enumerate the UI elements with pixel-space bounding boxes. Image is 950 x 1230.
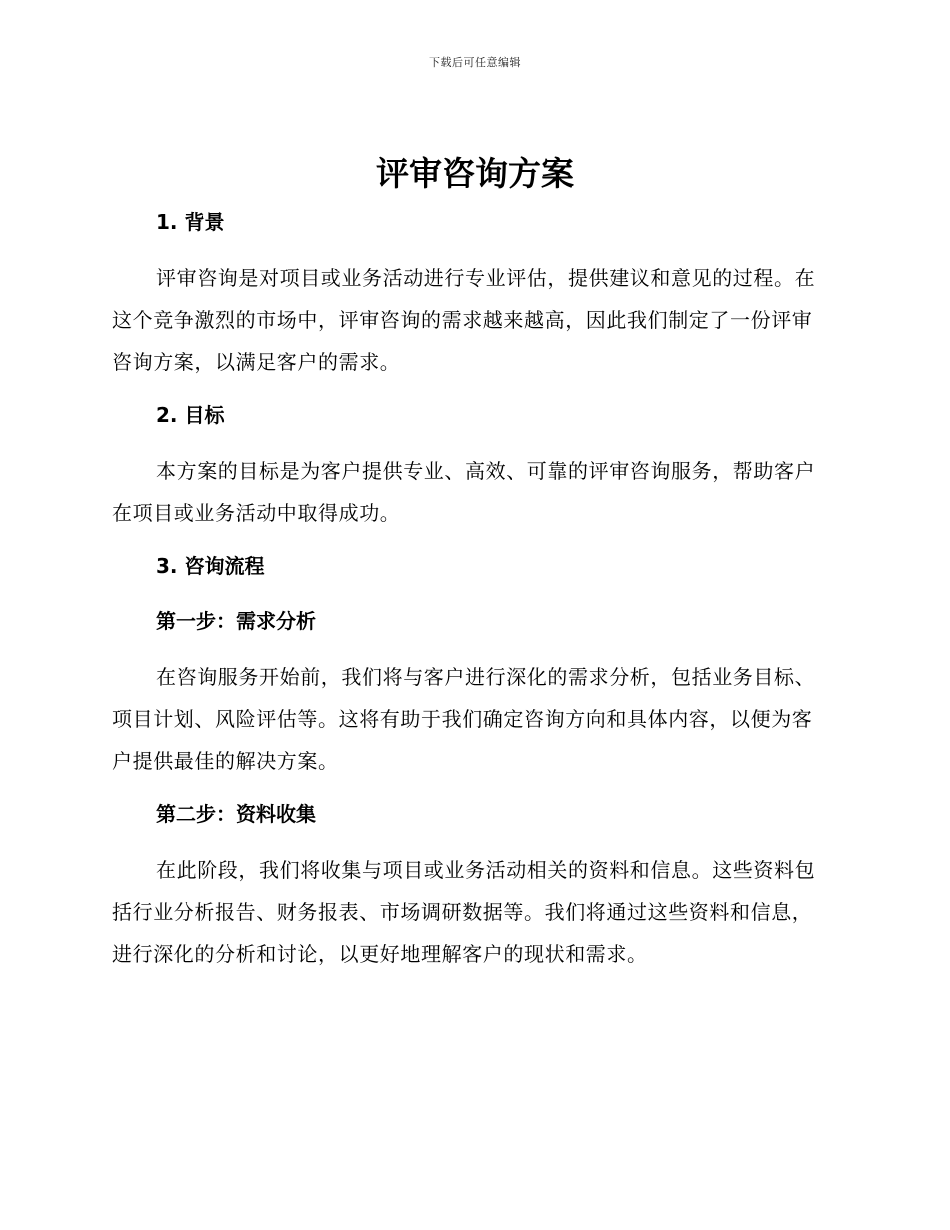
paragraph-goal: 本方案的目标是为客户提供专业、高效、可靠的评审咨询服务，帮助客户在项目或业务活动中取得成功。 bbox=[112, 459, 816, 525]
step-heading-requirements: 第一步：需求分析 bbox=[156, 609, 316, 633]
document-title: 评审咨询方案 bbox=[376, 154, 574, 193]
paragraph-step1: 在咨询服务开始前，我们将与客户进行深化的需求分析，包括业务目标、项目计划、风险评估等。这将有助于我们确定咨询方向和具体内容，以便为客户提供最佳的解决方案。 bbox=[112, 665, 816, 773]
section-heading-background: 1. 背景 bbox=[156, 210, 225, 234]
document-body bbox=[112, 200, 832, 975]
paragraph-step2: 在此阶段，我们将收集与项目或业务活动相关的资料和信息。这些资料包括行业分析报告、财务报表、市场调研数据等。我们将通过这些资料和信息，进行深化的分析和讨论，以更好地理解客户的现状和需求。 bbox=[112, 858, 816, 966]
step-heading-data-collection: 第二步：资料收集 bbox=[156, 802, 316, 826]
section-heading-goal: 2. 目标 bbox=[156, 403, 225, 427]
page-header-note: 下载后可任意编辑 bbox=[429, 56, 521, 69]
paragraph-background: 评审咨询是对项目或业务活动进行专业评估，提供建议和意见的过程。在这个竞争激烈的市场中，评审咨询的需求越来越高，因此我们制定了一份评审咨询方案，以满足客户的需求。 bbox=[112, 266, 816, 374]
section-heading-process: 3. 咨询流程 bbox=[156, 554, 265, 578]
